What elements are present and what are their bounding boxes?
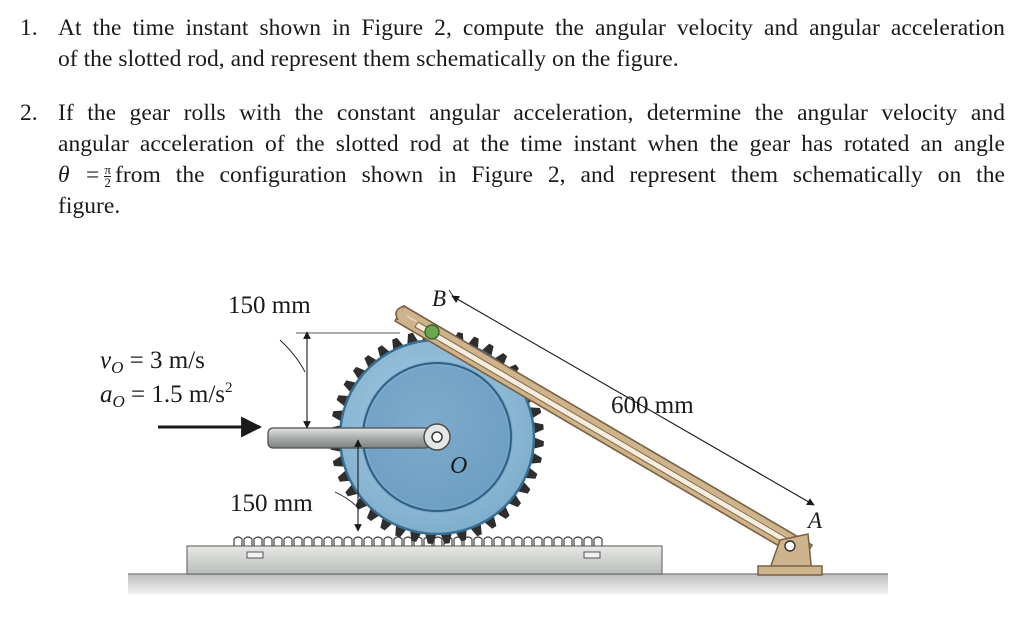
theta-symbol: θ = [58, 162, 101, 188]
dimension-bottom-label: 150 mm [230, 490, 313, 517]
question-1-number: 1. [20, 15, 38, 41]
question-1-line-2: of the slotted rod, and represent them schematically on the figure. [58, 46, 679, 72]
label-B: B [432, 286, 447, 311]
ao-label: $a_O = 1.5$ $m/s^2$ [100, 380, 233, 411]
dimension-top-label: 150 mm [228, 292, 311, 319]
label-O: O [450, 453, 468, 479]
gear-rack [187, 537, 662, 574]
ground [128, 574, 888, 594]
dimension-rod-label: 600 mm [611, 392, 694, 419]
label-A: A [808, 508, 823, 533]
question-2-line-1: If the gear rolls with the constant angular acceleration, determine the angular velocity and [58, 100, 1005, 126]
shaft [268, 424, 450, 450]
question-2-line-3-rest: from the configuration shown in Figure 2, and represent them schematically on the [115, 162, 1005, 188]
question-1-line-1: At the time instant shown in Figure 2, compute the angular velocity and angular acceleration [58, 15, 1005, 41]
pin-B [425, 325, 439, 339]
fraction-numerator: π [104, 162, 111, 178]
fraction-denominator: 2 [104, 175, 111, 191]
question-2-line-4: figure. [58, 193, 121, 219]
question-2-line-2: angular acceleration of the slotted rod at the time instant when the gear has rotated an angle [58, 131, 1005, 157]
vo-label: $v_O = 3$ m/s [100, 347, 205, 377]
question-2-number: 2. [20, 100, 38, 126]
